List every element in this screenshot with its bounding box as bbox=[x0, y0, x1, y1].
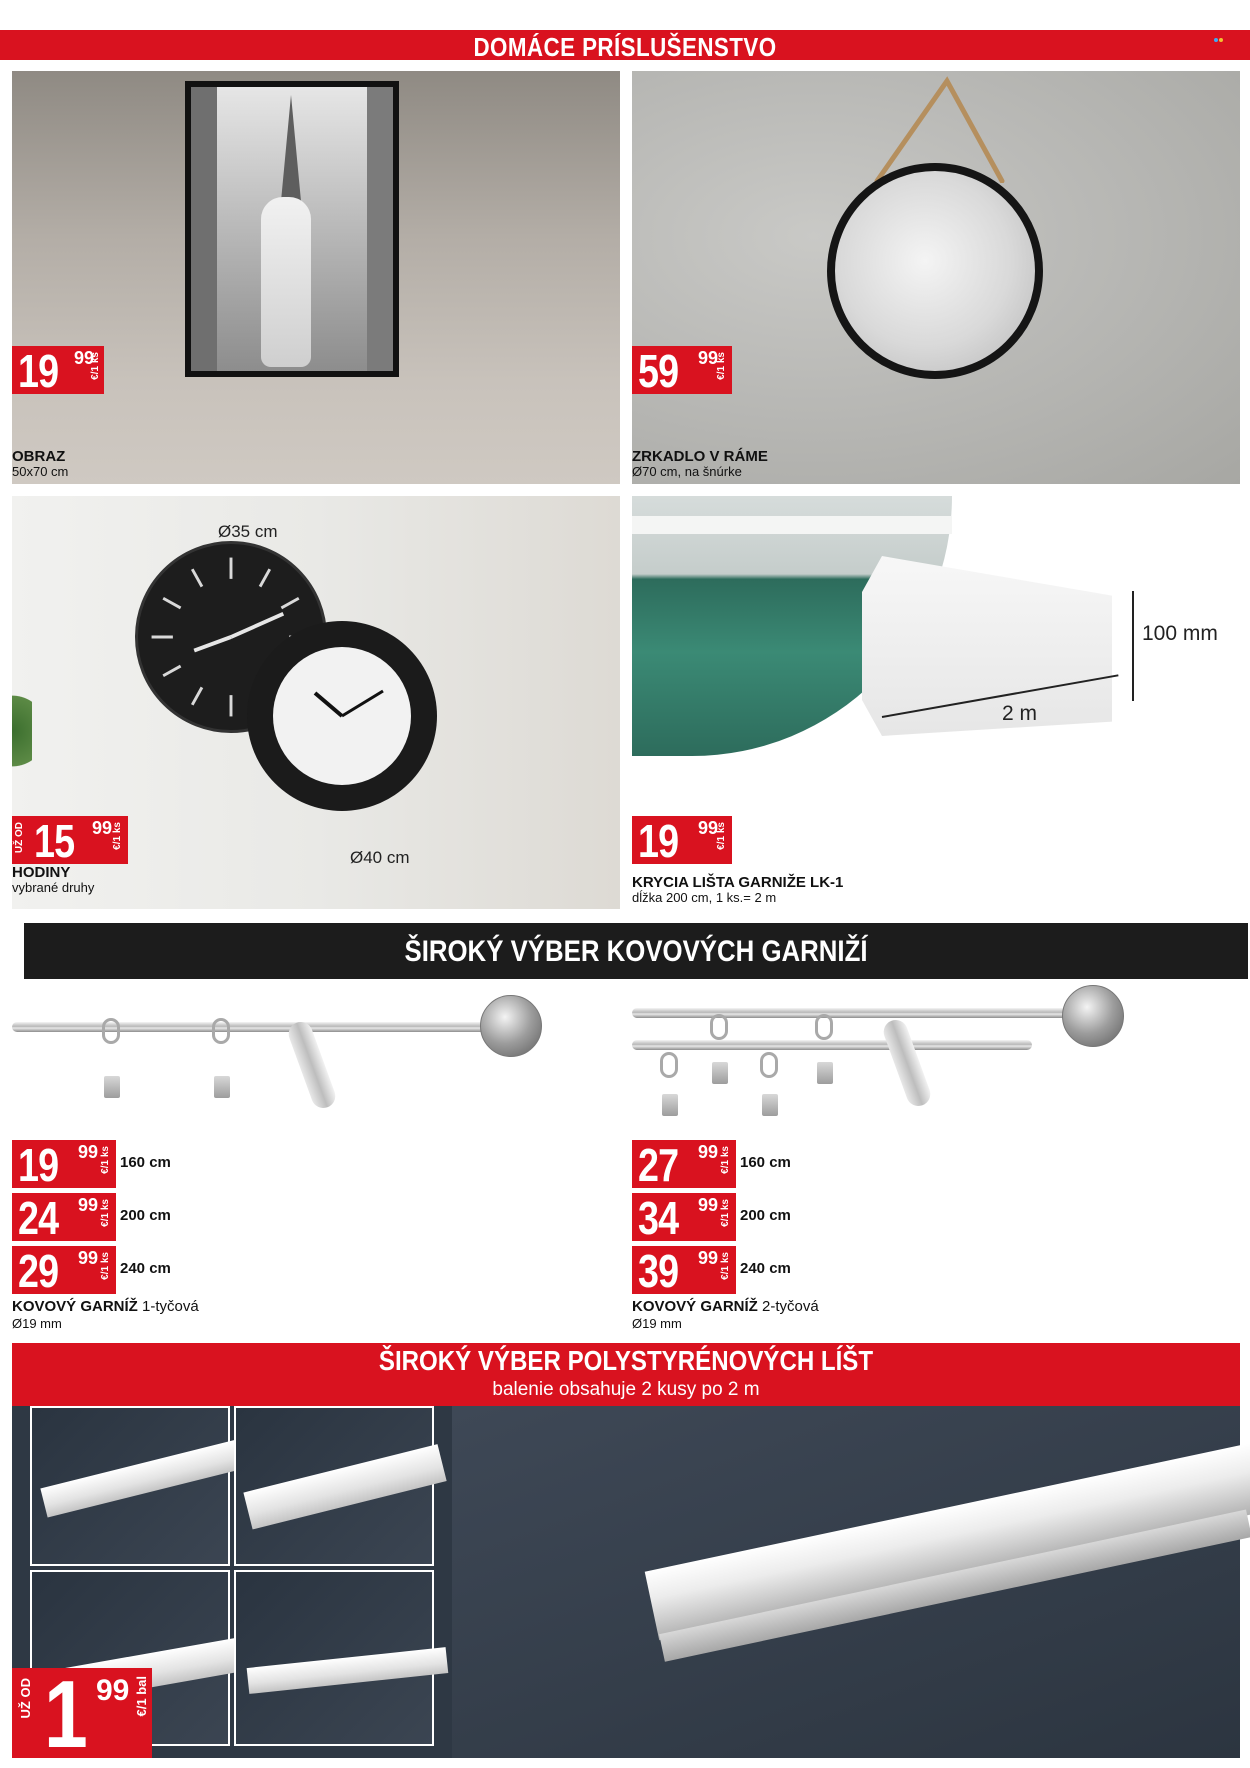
price-decimal: 99 bbox=[698, 1248, 719, 1268]
molding-closeup bbox=[452, 1406, 1240, 1758]
section-header-moldings bbox=[12, 1343, 1240, 1406]
label-white-clock-size: Ø40 cm bbox=[350, 848, 410, 867]
rod-bracket bbox=[285, 1019, 338, 1112]
dot-blue bbox=[1214, 38, 1218, 42]
product-desc-lista: dĺžka 200 cm, 1 ks.= 2 m bbox=[632, 890, 777, 905]
section-header bbox=[0, 30, 1250, 60]
price-decimal: 99 bbox=[78, 1142, 99, 1162]
price-integer: 1 bbox=[44, 1661, 88, 1768]
molding-strip bbox=[247, 1647, 449, 1694]
skeleton-clock bbox=[247, 621, 437, 811]
price-unit: €/1 ks bbox=[716, 352, 727, 380]
price-integer: 19 bbox=[638, 815, 679, 867]
price-tag-moldings bbox=[12, 1661, 152, 1768]
price-decimal: 99 bbox=[74, 348, 95, 368]
product-desc-obraz: 50x70 cm bbox=[12, 464, 69, 479]
price-decimal: 99 bbox=[96, 1674, 130, 1707]
price-integer: 15 bbox=[34, 815, 75, 867]
molding-sample-2 bbox=[234, 1406, 434, 1566]
rod-ring bbox=[212, 1018, 230, 1044]
price-unit: €/1 ks bbox=[100, 1199, 111, 1227]
label-black-clock-size: Ø35 cm bbox=[218, 522, 278, 541]
rod-ring bbox=[815, 1014, 833, 1040]
price-decimal: 99 bbox=[698, 1195, 719, 1215]
price-tag-lista bbox=[632, 815, 732, 867]
rod-clip bbox=[214, 1076, 230, 1098]
price-integer: 34 bbox=[638, 1192, 679, 1244]
price-integer: 19 bbox=[18, 1139, 59, 1191]
product-name: KOVOVÝ GARNÍŽ bbox=[632, 1298, 758, 1315]
product-image-obraz bbox=[12, 71, 620, 484]
product-name-rod2 bbox=[632, 1298, 819, 1315]
rod-bar-upper bbox=[632, 1008, 1072, 1018]
product-desc-zrkadlo: Ø70 cm, na šnúrke bbox=[632, 464, 742, 479]
plant-leaves bbox=[12, 676, 32, 786]
price-prefix: UŽ OD bbox=[18, 1678, 33, 1719]
dimension-line-height bbox=[1132, 591, 1134, 701]
price-integer: 59 bbox=[638, 345, 679, 397]
price-integer: 39 bbox=[638, 1245, 679, 1297]
price-tag-obraz bbox=[12, 345, 104, 397]
product-variant: 2-tyčová bbox=[762, 1298, 819, 1315]
dot-yellow bbox=[1219, 38, 1223, 42]
price-size: 240 cm bbox=[740, 1260, 791, 1277]
price-unit: €/1 bal bbox=[134, 1676, 149, 1717]
product-image-moldings bbox=[12, 1406, 1240, 1758]
price-tag-hodiny bbox=[12, 815, 128, 867]
product-desc-rod1: Ø19 mm bbox=[12, 1316, 62, 1331]
price-decimal: 99 bbox=[698, 818, 719, 838]
rod-finial bbox=[480, 995, 542, 1057]
section-subtitle-moldings: balenie obsahuje 2 kusy po 2 m bbox=[492, 1379, 760, 1400]
section-title-moldings: ŠIROKÝ VÝBER POLYSTYRÉNOVÝCH LÍŠT bbox=[378, 1345, 874, 1376]
rod-ring bbox=[710, 1014, 728, 1040]
rod-clip bbox=[104, 1076, 120, 1098]
price-tag-rod2-240 bbox=[632, 1245, 791, 1297]
section-title: DOMÁCE PRÍSLUŠENSTVO bbox=[473, 32, 777, 62]
rod-ring bbox=[760, 1052, 778, 1078]
poster-window-left bbox=[191, 87, 217, 371]
price-decimal: 99 bbox=[78, 1195, 99, 1215]
molding-sample-4 bbox=[234, 1570, 434, 1746]
round-mirror bbox=[827, 163, 1043, 379]
price-size: 200 cm bbox=[740, 1207, 791, 1224]
price-size: 160 cm bbox=[120, 1154, 171, 1171]
price-integer: 24 bbox=[18, 1192, 59, 1244]
price-unit: €/1 ks bbox=[720, 1252, 731, 1280]
price-decimal: 99 bbox=[698, 348, 719, 368]
product-image-zrkadlo bbox=[632, 71, 1240, 484]
product-desc-rod2: Ø19 mm bbox=[632, 1316, 682, 1331]
rod-clip bbox=[762, 1094, 778, 1116]
product-variant: 1-tyčová bbox=[142, 1298, 199, 1315]
price-integer: 19 bbox=[18, 345, 59, 397]
price-decimal: 99 bbox=[92, 818, 113, 838]
rod-clip bbox=[662, 1094, 678, 1116]
skeleton-clock-hands bbox=[273, 647, 411, 785]
price-tag-rod2-160 bbox=[632, 1139, 791, 1191]
poster-frame bbox=[185, 81, 399, 377]
price-unit: €/1 ks bbox=[90, 352, 101, 380]
rod-finial bbox=[1062, 985, 1124, 1047]
product-name-rod1 bbox=[12, 1298, 199, 1315]
product-name-lista: KRYCIA LIŠTA GARNIŽE LK-1 bbox=[632, 874, 844, 891]
rod-ring bbox=[660, 1052, 678, 1078]
price-tag-zrkadlo bbox=[632, 345, 732, 397]
product-desc-hodiny: vybrané druhy bbox=[12, 880, 95, 895]
price-tag-rod1-240 bbox=[12, 1245, 171, 1297]
price-unit: €/1 ks bbox=[112, 822, 123, 850]
price-unit: €/1 ks bbox=[716, 822, 727, 850]
dimension-height-label: 100 mm bbox=[1142, 622, 1218, 645]
section-title-rods: ŠIROKÝ VÝBER KOVOVÝCH GARNIŽÍ bbox=[404, 935, 868, 968]
product-name-hodiny: HODINY bbox=[12, 864, 71, 881]
rod-clip bbox=[712, 1062, 728, 1084]
price-integer: 29 bbox=[18, 1245, 59, 1297]
poster-window-right bbox=[367, 87, 393, 371]
ceiling-rail bbox=[632, 516, 952, 534]
price-tag-rod1-200 bbox=[12, 1192, 171, 1244]
price-unit: €/1 ks bbox=[720, 1199, 731, 1227]
cornice-profile bbox=[862, 556, 1112, 736]
price-tag-rod1-160 bbox=[12, 1139, 171, 1191]
product-name-obraz: OBRAZ bbox=[12, 448, 66, 465]
price-size: 160 cm bbox=[740, 1154, 791, 1171]
price-decimal: 99 bbox=[78, 1248, 99, 1268]
price-tag-rod2-200 bbox=[632, 1192, 791, 1244]
molding-strip bbox=[243, 1444, 446, 1529]
rod-clip bbox=[817, 1062, 833, 1084]
dimension-length-label: 2 m bbox=[1002, 702, 1038, 725]
product-name-zrkadlo: ZRKADLO V RÁME bbox=[632, 448, 768, 465]
price-unit: €/1 ks bbox=[100, 1146, 111, 1174]
product-name: KOVOVÝ GARNÍŽ bbox=[12, 1298, 138, 1315]
section-header-rods bbox=[24, 923, 1248, 979]
price-size: 240 cm bbox=[120, 1260, 171, 1277]
poster-picture bbox=[191, 87, 393, 371]
price-decimal: 99 bbox=[698, 1142, 719, 1162]
rod-bracket bbox=[880, 1017, 933, 1110]
brand-dots bbox=[1214, 38, 1224, 44]
price-size: 200 cm bbox=[120, 1207, 171, 1224]
price-unit: €/1 ks bbox=[100, 1252, 111, 1280]
top-strip bbox=[0, 0, 1250, 22]
price-prefix: UŽ OD bbox=[14, 822, 25, 854]
rod-bar bbox=[12, 1022, 532, 1032]
poster-figure bbox=[261, 197, 311, 367]
rod-ring bbox=[102, 1018, 120, 1044]
price-integer: 27 bbox=[638, 1139, 679, 1191]
price-unit: €/1 ks bbox=[720, 1146, 731, 1174]
skeleton-clock-face bbox=[273, 647, 411, 785]
molding-sample-1 bbox=[30, 1406, 230, 1566]
molding-strip bbox=[40, 1440, 241, 1517]
rod-bar-lower bbox=[632, 1040, 1032, 1050]
